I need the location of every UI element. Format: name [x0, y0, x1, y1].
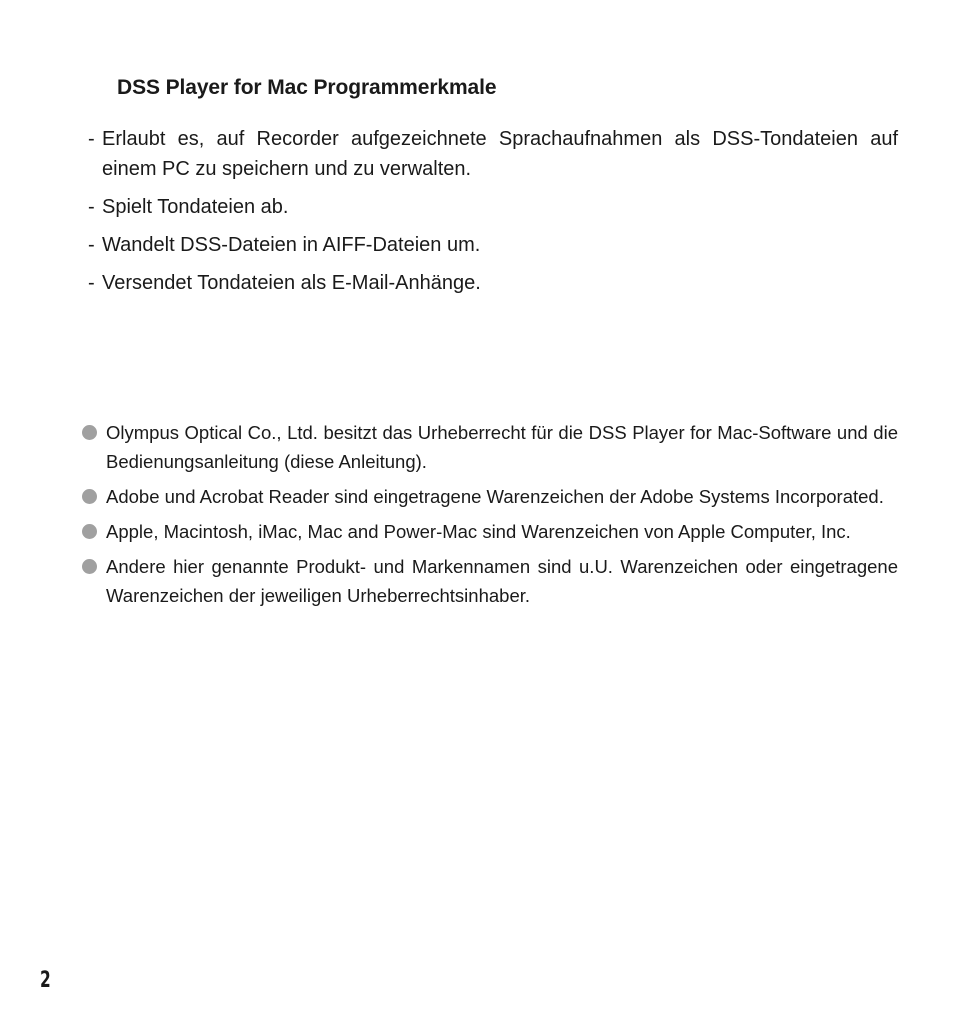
feature-text: Spielt Tondateien ab. — [102, 196, 289, 218]
page-number: 2 — [40, 968, 51, 993]
bullet-icon — [82, 524, 97, 539]
dash-marker: - — [88, 272, 95, 294]
section-heading: DSS Player for Mac Programmerkmale — [117, 76, 497, 99]
note-text: Adobe und Acrobat Reader sind eingetragene Warenzeichen der Adobe Systems Incorporated. — [106, 486, 884, 507]
bullet-icon — [82, 489, 97, 504]
note-item — [82, 418, 898, 476]
note-text: Andere hier genannte Produkt- und Markennamen sind u.U. Warenzeichen oder eingetragene Warenzeichen der jeweiligen Urheberrechtsinhaber. — [106, 556, 898, 606]
feature-list — [88, 124, 898, 306]
dash-marker: - — [88, 234, 95, 256]
note-item — [82, 517, 898, 546]
bullet-icon — [82, 425, 97, 440]
bullet-icon — [82, 559, 97, 574]
note-text: Olympus Optical Co., Ltd. besitzt das Urheberrecht für die DSS Player for Mac-Software und die Bedienungsanleitung (diese Anleitung). — [106, 422, 898, 472]
feature-item — [88, 192, 898, 222]
note-item — [82, 482, 898, 511]
trademark-notes — [82, 418, 898, 616]
feature-text: Wandelt DSS-Dateien in AIFF-Dateien um. — [102, 234, 481, 256]
note-text: Apple, Macintosh, iMac, Mac and Power-Mac sind Warenzeichen von Apple Computer, Inc. — [106, 521, 851, 542]
feature-item — [88, 230, 898, 260]
feature-text: Erlaubt es, auf Recorder aufgezeichnete Sprachaufnahmen als DSS-Tondateien auf einem PC zu speichern und zu verwalten. — [102, 128, 898, 180]
dash-marker: - — [88, 128, 95, 150]
feature-text: Versendet Tondateien als E-Mail-Anhänge. — [102, 272, 481, 294]
feature-item — [88, 124, 898, 184]
note-item — [82, 552, 898, 610]
dash-marker: - — [88, 196, 95, 218]
feature-item — [88, 268, 898, 298]
